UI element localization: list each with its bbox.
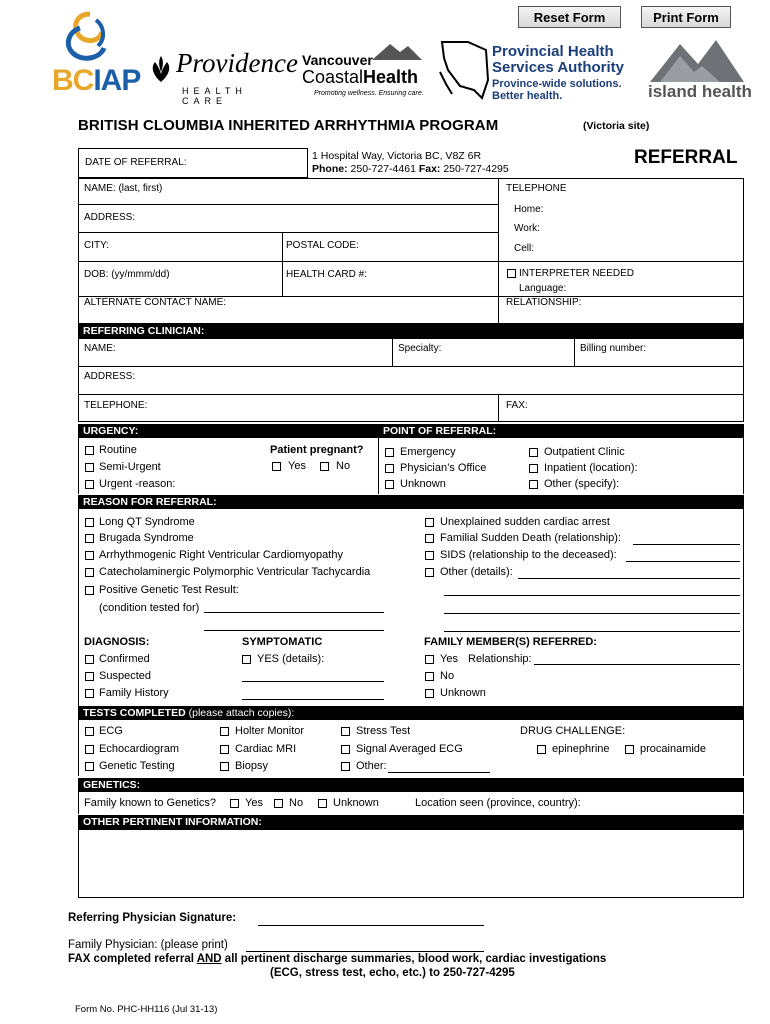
genetics-no-checkbox[interactable] (274, 799, 283, 808)
family-physician-label: Family Physician: (please print) (68, 939, 228, 951)
bciap-emblem-icon (50, 8, 130, 70)
other-reason-checkbox[interactable] (425, 568, 434, 577)
postal-code-field[interactable]: POSTAL CODE: (286, 240, 359, 251)
pregnant-no-checkbox[interactable] (320, 462, 329, 471)
family-history-checkbox[interactable] (85, 689, 94, 698)
site-label: (Victoria site) (583, 120, 650, 132)
other-test-checkbox[interactable] (341, 762, 350, 771)
urgent-checkbox[interactable] (85, 480, 94, 489)
cell-phone-field[interactable]: Cell: (514, 243, 535, 254)
semi-urgent-checkbox[interactable] (85, 463, 94, 472)
island-text: island health (648, 82, 752, 101)
dob-field[interactable]: DOB: (yy/mmm/dd) (84, 269, 170, 280)
health-card-field[interactable]: HEALTH CARD #: (286, 269, 367, 280)
pregnant-yes-checkbox[interactable] (272, 462, 281, 471)
clinician-telephone-field[interactable]: TELEPHONE: (84, 400, 148, 411)
brugada-checkbox[interactable] (85, 534, 94, 543)
island-health-logo (644, 36, 752, 104)
relationship-field[interactable]: RELATIONSHIP: (506, 297, 582, 308)
pregnant-label: Patient pregnant? (270, 444, 364, 456)
flower-icon (146, 54, 176, 84)
genetics-question: Family known to Genetics? (84, 797, 217, 809)
tests-bar: TESTS COMPLETED (please attach copies): (78, 706, 744, 720)
familial-relationship-input[interactable] (633, 544, 740, 545)
echo-checkbox[interactable] (85, 745, 94, 754)
form-number: Form No. PHC-HH116 (Jul 31-13) (75, 1004, 218, 1015)
billing-number-field[interactable]: Billing number: (580, 343, 647, 354)
phsa-logo (438, 40, 638, 104)
procainamide-checkbox[interactable] (625, 745, 634, 754)
city-field[interactable]: CITY: (84, 240, 110, 251)
interpreter-checkbox[interactable] (507, 269, 516, 278)
genetics-yes-checkbox[interactable] (230, 799, 239, 808)
name-label: NAME: (last, first) (84, 183, 163, 194)
genetic-result-checkbox[interactable] (85, 586, 94, 595)
suspected-checkbox[interactable] (85, 672, 94, 681)
vch-tag: Promoting wellness. Ensuring care. (314, 90, 424, 97)
condition-input-2[interactable] (204, 630, 384, 631)
language-field[interactable]: Language: (519, 283, 567, 294)
symptom-details-input[interactable] (242, 681, 384, 682)
confirmed-checkbox[interactable] (85, 655, 94, 664)
saecg-checkbox[interactable] (341, 745, 350, 754)
referring-clinician-bar: REFERRING CLINICIAN: (78, 324, 744, 338)
alternate-contact-field[interactable]: ALTERNATE CONTACT NAME: (84, 297, 227, 308)
symptomatic-yes-checkbox[interactable] (242, 655, 251, 664)
physician-office-checkbox[interactable] (385, 464, 394, 473)
family-referred-label: FAMILY MEMBER(S) REFERRED: (424, 636, 597, 648)
reason-bar: REASON FOR REFERRAL: (78, 495, 744, 509)
fax-instructions: FAX completed referral AND all pertinent discharge summaries, blood work, cardiac investigations (68, 953, 607, 965)
emergency-checkbox[interactable] (385, 448, 394, 457)
unknown-point-checkbox[interactable] (385, 480, 394, 489)
island-mountains-icon (650, 36, 744, 82)
referral-form: DATE OF REFERRAL: NAME: (last, first) TELEPHONE Home: Work: Cell: ADDRESS: CITY: POSTAL CODE: DOB: (yy/mmm/dd) HEALTH CARD #: INTERPRETER NEEDED Language: ALTERNATE CONTACT NAME: RELATIONSHIP: REFERRING CLINICIAN: NAME: Specialty: Billing number: ADDRESS: TELEPHONE: FAX: URGENCY: POINT OF REFERRAL: Routine Semi-Urgent Urgent -reason: Patient pregnant? Yes No Emergency Physician’s Office Unknown Outpatient Clinic Inpatient (location): Other (specify): REASON FOR REFERRAL: Long QT Syndrome Brugada Syndrome Arrhythmogenic Right Ventricular Cardiomyopathy Catecholaminergic Polymorphic Ventricular Tachycardia Positive Genetic Test Result: (condition tested for) Unexplained sudden cardiac arrest Familial Sudden Death (relationship): SIDS (relationship to the deceased): Other (details): DIAGNOSIS: Confirmed Suspected Family History SYMPTOMATIC YES (details): FAMILY MEMBER(S) REFERRED: Yes Relationship: No Unknown TESTS COMPLETED (please attach copies): ECG Echocardiogram Genetic Testing Holter Monitor Cardiac MRI Biopsy Stress Test Signal Averaged ECG Other: DRUG CHALLENGE: epinephrine procainamide GENETICS: Family known to Genetics? Yes No Unknown Location seen (province, country): OTHER PERTINENT INFORMATION: (78, 148, 744, 898)
sids-checkbox[interactable] (425, 551, 434, 560)
other-info-textarea[interactable] (78, 829, 744, 898)
family-no-checkbox[interactable] (425, 672, 434, 681)
ecg-checkbox[interactable] (85, 727, 94, 736)
other-details-input[interactable] (518, 578, 740, 579)
family-relationship-input[interactable] (534, 664, 740, 665)
clinician-fax-field[interactable]: FAX: (506, 400, 528, 411)
program-address: 1 Hospital Way, Victoria BC, V8Z 6R Phone: 250-727-4461 Fax: 250-727-4295 (312, 150, 509, 175)
routine-checkbox[interactable] (85, 446, 94, 455)
family-yes-checkbox[interactable] (425, 655, 434, 664)
cpvt-checkbox[interactable] (85, 568, 94, 577)
urgency-bar: URGENCY: (78, 424, 378, 438)
condition-input[interactable] (204, 612, 384, 613)
lqt-checkbox[interactable] (85, 518, 94, 527)
page-title: BRITISH CLOUMBIA INHERITED ARRHYTHMIA PROGRAM (78, 117, 499, 134)
holter-checkbox[interactable] (220, 727, 229, 736)
mri-checkbox[interactable] (220, 745, 229, 754)
signature-label: Referring Physician Signature: (68, 912, 237, 924)
clinician-address-field[interactable]: ADDRESS: (84, 371, 136, 382)
phsa-line2: Services Authority (492, 59, 624, 76)
biopsy-checkbox[interactable] (220, 762, 229, 771)
bciap-logo: BCIAP (50, 8, 130, 104)
phsa-line1: Provincial Health (492, 43, 614, 60)
drug-challenge-label: DRUG CHALLENGE: (520, 725, 626, 737)
work-phone-field[interactable]: Work: (514, 223, 540, 234)
genetics-bar: GENETICS: (78, 778, 744, 792)
reset-form-button[interactable]: Reset Form (518, 6, 621, 28)
vch-line1: Vancouver (302, 52, 373, 68)
specialty-field[interactable]: Specialty: (398, 343, 442, 354)
telephone-label: TELEPHONE (506, 183, 567, 194)
familial-death-checkbox[interactable] (425, 534, 434, 543)
location-seen-field[interactable]: Location seen (province, country): (415, 797, 581, 809)
family-unknown-checkbox[interactable] (425, 689, 434, 698)
interpreter-label: INTERPRETER NEEDED (519, 268, 635, 279)
referral-heading: REFERRAL (634, 147, 738, 168)
arvc-checkbox[interactable] (85, 551, 94, 560)
mountain-icon (372, 40, 422, 60)
epinephrine-checkbox[interactable] (537, 745, 546, 754)
inpatient-checkbox[interactable] (529, 464, 538, 473)
phsa-line4: Better health. (492, 90, 563, 102)
cardiac-arrest-checkbox[interactable] (425, 518, 434, 527)
providence-sub: HEALTH CARE (182, 86, 247, 106)
sids-relationship-input[interactable] (626, 561, 740, 562)
address-field[interactable]: ADDRESS: (84, 212, 136, 223)
stress-test-checkbox[interactable] (341, 727, 350, 736)
other-info-bar: OTHER PERTINENT INFORMATION: (78, 815, 744, 829)
vch-logo (300, 40, 424, 102)
providence-name: Providence (176, 48, 298, 78)
date-field[interactable]: DATE OF REFERRAL: (78, 148, 308, 178)
other-point-checkbox[interactable] (529, 480, 538, 489)
vch-line2: CoastalHealth (302, 67, 419, 87)
outpatient-checkbox[interactable] (529, 448, 538, 457)
point-of-referral-bar: POINT OF REFERRAL: (378, 424, 744, 438)
print-form-button[interactable]: Print Form (641, 6, 731, 28)
genetics-unknown-checkbox[interactable] (318, 799, 327, 808)
providence-logo (146, 44, 298, 106)
diagnosis-label: DIAGNOSIS: (84, 636, 150, 648)
home-phone-field[interactable]: Home: (514, 204, 544, 215)
family-physician-input[interactable] (246, 951, 484, 952)
other-test-input[interactable] (388, 772, 490, 773)
signature-input[interactable] (258, 925, 484, 926)
phsa-line3: Province-wide solutions. (492, 78, 622, 90)
clinician-name-field[interactable]: NAME: (84, 343, 116, 354)
symptomatic-label: SYMPTOMATIC (242, 636, 323, 648)
bc-map-icon (438, 40, 490, 102)
genetic-testing-checkbox[interactable] (85, 762, 94, 771)
fax-instructions-2: (ECG, stress test, echo, etc.) to 250-727-4295 (270, 967, 515, 979)
